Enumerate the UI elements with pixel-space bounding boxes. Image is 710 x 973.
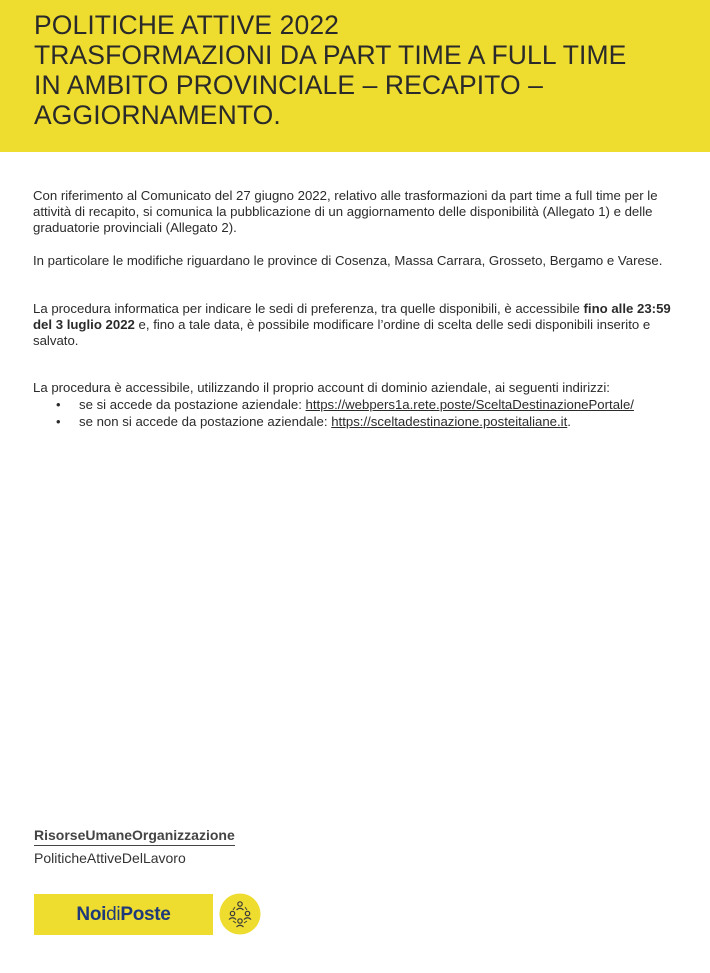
- people-network-icon: [219, 893, 261, 935]
- brand-di: di: [106, 903, 121, 925]
- department-name: RisorseUmaneOrganizzazione: [34, 827, 235, 846]
- title-line-1: POLITICHE ATTIVE 2022: [34, 10, 339, 40]
- access-links-list: [33, 397, 678, 430]
- external-portal-link[interactable]: https://sceltadestinazione.posteitaliane.it: [331, 413, 568, 429]
- bullet-text: se si accede da postazione aziendale:: [79, 397, 306, 412]
- deadline-text-before: La procedura informatica per indicare le sedi di preferenza, tra quelle disponibili, è accessibile: [33, 301, 584, 316]
- paragraph-access: La procedura è accessibile, utilizzando il proprio account di dominio aziendale, ai seguenti indirizzi:: [33, 380, 610, 395]
- deadline-bold: fino alle 23:59 del 3 luglio 2022: [33, 301, 671, 333]
- paragraph-deadline: [33, 301, 678, 350]
- paragraph-reference: Con riferimento al Comunicato del 27 giugno 2022, relativo alle trasformazioni da part time a full time per le attività di recapito, si comunica la pubblicazione di un aggiornamento delle disponibilità (Allegato 1) e delle graduatorie provinciali (Allegato 2).: [33, 188, 658, 236]
- header-banner: [0, 0, 710, 152]
- title-line-4: AGGIORNAMENTO.: [34, 100, 281, 130]
- deadline-text-after: e, fino a tale data, è possibile modificare l’ordine di scelta delle sedi disponibili inserito e salvato.: [33, 317, 651, 349]
- list-item: [33, 397, 678, 414]
- paragraph-provinces: In particolare le modifiche riguardano le province di Cosenza, Massa Carrara, Grosseto, Bergamo e Varese.: [33, 253, 663, 268]
- title-line-2: TRASFORMAZIONI DA PART TIME A FULL TIME: [34, 40, 627, 70]
- brand-poste: Poste: [120, 903, 171, 925]
- bullet-suffix: .: [567, 413, 571, 429]
- internal-portal-link[interactable]: https://webpers1a.rete.poste/SceltaDestinazionePortale/: [305, 397, 634, 412]
- page-title: [34, 10, 694, 130]
- brand-noi: Noi: [76, 903, 107, 925]
- list-item: [33, 414, 678, 431]
- title-line-3: IN AMBITO PROVINCIALE – RECAPITO –: [34, 70, 544, 100]
- unit-name: PoliticheAttiveDelLavoro: [34, 850, 186, 866]
- noidiposte-logo: [34, 894, 213, 935]
- bullet-text: se non si accede da postazione aziendale:: [79, 413, 332, 429]
